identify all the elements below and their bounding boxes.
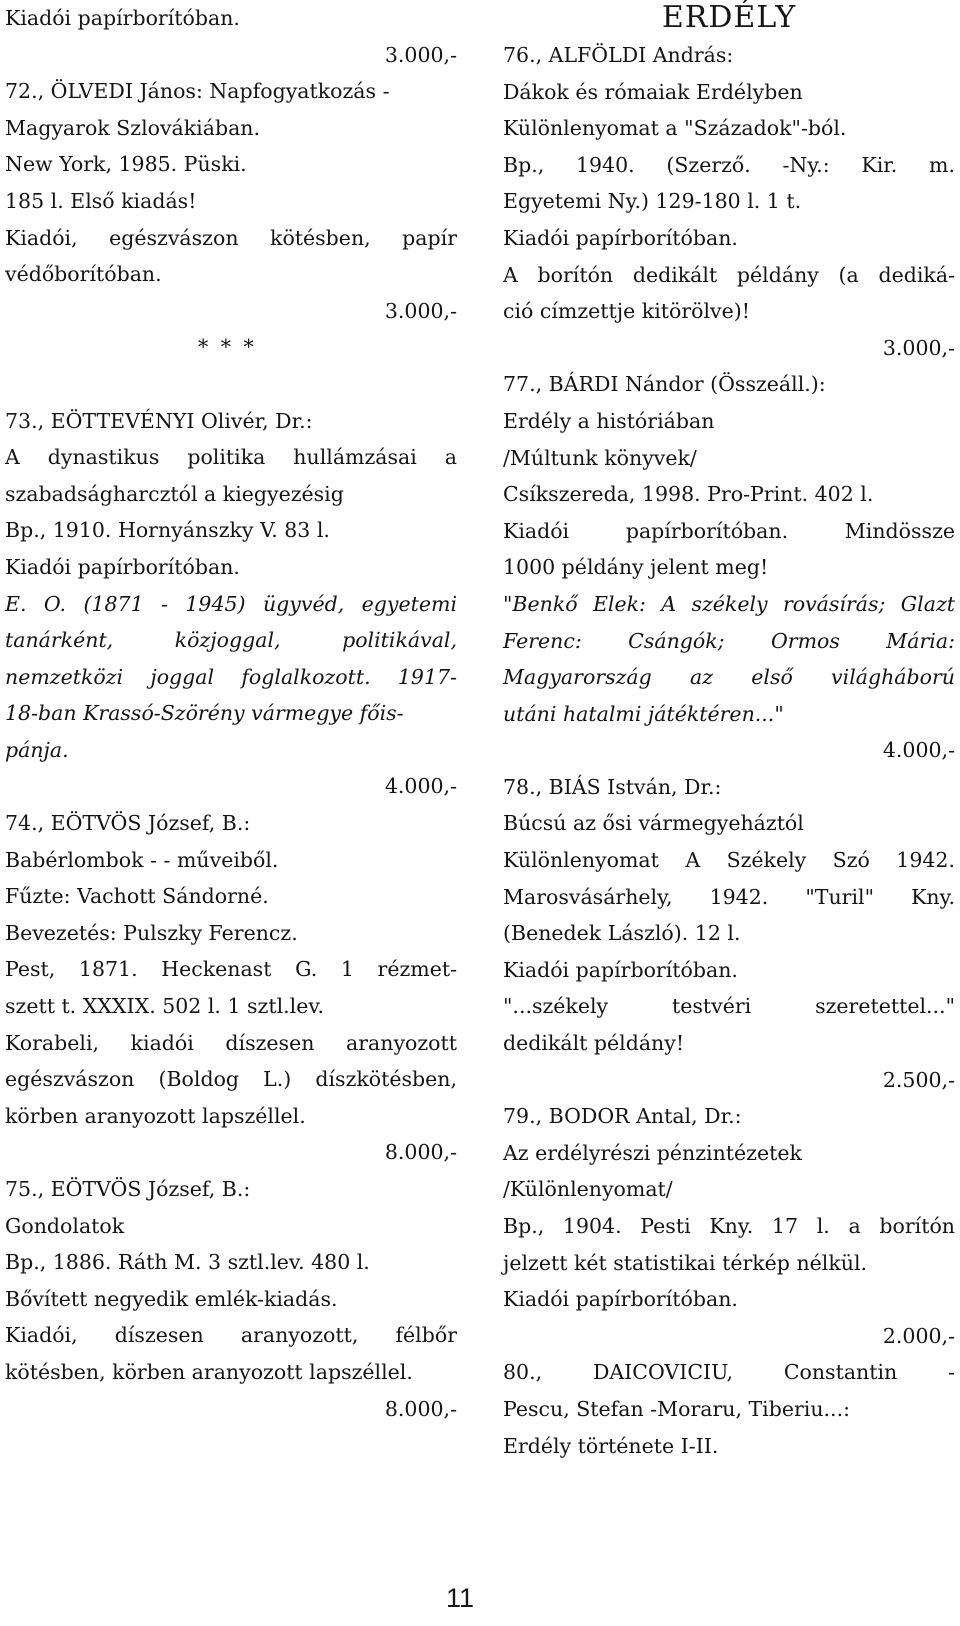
left-column-line: tanárként, közjoggal, politikával, [5, 628, 457, 653]
left-column-line: 72., ÖLVEDI János: Napfogyatkozás - [5, 79, 390, 104]
right-column-line: Marosvásárhely, 1942. "Turil" Kny. [503, 884, 955, 909]
section-separator: * * * [198, 335, 257, 360]
price-line: 3.000,- [882, 335, 955, 360]
left-column-line: Kiadói, díszesen aranyozott, félbőr [5, 1323, 457, 1348]
price-line: 4.000,- [882, 738, 955, 763]
left-column-line: Babérlombok - - műveiből. [5, 847, 279, 872]
price-line: 3.000,- [384, 298, 457, 323]
right-column-line: 79., BODOR Antal, Dr.: [503, 1104, 742, 1129]
right-column-line: "Benkő Elek: A székely rovásírás; Glazt [503, 591, 955, 616]
right-column-line: Erdély a históriában [503, 408, 715, 433]
right-column-line: /Különlenyomat/ [503, 1177, 673, 1202]
right-column-line: 78., BIÁS István, Dr.: [503, 774, 722, 799]
left-column-line: E. O. (1871 - 1945) ügyvéd, egyetemi [5, 591, 457, 616]
price-line: 2.000,- [882, 1323, 955, 1348]
left-column-line: 75., EÖTVÖS József, B.: [5, 1177, 251, 1201]
left-column-line: Gondolatok [5, 1213, 125, 1238]
left-column-line: 73., EÖTTEVÉNYI Olivér, Dr.: [5, 408, 313, 433]
right-column-line: utáni hatalmi játéktéren..." [503, 701, 784, 726]
right-column-line: (Benedek László). 12 l. [503, 921, 741, 946]
section-title-erdely: ERDÉLY [661, 0, 797, 35]
left-column-line: Korabeli, kiadói díszesen aranyozott [5, 1030, 457, 1055]
right-column-line: Pescu, Stefan -Moraru, Tiberiu...: [503, 1396, 850, 1421]
right-column-line: Dákok és rómaiak Erdélyben [503, 79, 803, 104]
left-column-line: Kiadói papírborítóban. [5, 554, 240, 579]
left-column-line: körben aranyozott lapszéllel. [5, 1103, 306, 1128]
left-column-line: Bp., 1910. Hornyánszky V. 83 l. [5, 518, 330, 543]
right-column-line: 1000 példány jelent meg! [503, 555, 769, 580]
left-column-line: védőborítóban. [5, 262, 162, 287]
right-column-line: Bp., 1904. Pesti Kny. 17 l. a borítón [503, 1214, 955, 1238]
price-line: 4.000,- [384, 774, 457, 799]
right-column-line: ció címzettje kitörölve)! [503, 299, 750, 324]
left-column-line: egészvászon (Boldog L.) díszkötésben, [5, 1067, 457, 1092]
left-column-line: Bevezetés: Pulszky Ferencz. [5, 920, 298, 945]
left-column-line [5, 366, 457, 403]
left-column-line: 74., EÖTVÖS József, B.: [5, 811, 251, 836]
right-column-line: Különlenyomat a "Századok"-ból. [503, 116, 847, 141]
right-column-line: "...székely testvéri szeretettel..." [503, 994, 955, 1019]
right-column-lines [503, 37, 955, 1464]
right-column-line: Erdély története I-II. [503, 1433, 719, 1458]
left-column-line: Magyarok Szlovákiában. [5, 115, 261, 140]
right-column-line: Ferenc: Csángók; Ormos Mária: [503, 628, 955, 653]
right-column-line: /Múltunk könyvek/ [503, 445, 697, 470]
left-column-line: Kiadói papírborítóban. [5, 6, 240, 30]
right-column-line: A borítón dedikált példány (a dediká- [503, 262, 955, 287]
right-column-line: Kiadói papírborítóban. [503, 957, 738, 982]
right-column-line: Különlenyomat A Székely Szó 1942. [503, 848, 955, 873]
left-column-line: 18-ban Krassó-Szörény vármegye főis- [5, 701, 404, 726]
right-column-line: Bp., 1940. (Szerző. -Ny.: Kir. m. [503, 152, 955, 177]
page-number: 11 [446, 1583, 475, 1613]
right-column-line: Csíkszereda, 1998. Pro-Print. 402 l. [503, 482, 874, 507]
right-column-line: dedikált példány! [503, 1031, 685, 1056]
left-column-line: nemzetközi joggal foglalkozott. 1917- [5, 664, 457, 689]
price-line: 2.500,- [882, 1067, 955, 1092]
right-column-line: Az erdélyrészi pénzintézetek [503, 1140, 802, 1165]
left-column-line: Fűzte: Vachott Sándorné. [5, 884, 269, 909]
left-column-line: Pest, 1871. Heckenast G. 1 rézmet- [5, 957, 457, 982]
right-column-line: Magyarország az első világháború [503, 665, 955, 690]
right-column-line: Kiadói papírborítóban. [503, 225, 738, 250]
right-column-line: Búcsú az ősi vármegyeháztól [503, 811, 804, 836]
price-line: 3.000,- [384, 42, 457, 67]
right-column-line: 77., BÁRDI Nándor (Összeáll.): [503, 372, 826, 397]
right-column-line: jelzett két statistikai térkép nélkül. [503, 1250, 868, 1275]
right-column-line: Kiadói papírborítóban. [503, 1287, 738, 1312]
right-column-line: 76., ALFÖLDI András: [503, 43, 734, 67]
left-column-line: Bp., 1886. Ráth M. 3 sztl.lev. 480 l. [5, 1250, 370, 1275]
left-column-line: szett t. XXXIX. 502 l. 1 sztl.lev. [5, 994, 325, 1019]
left-column-line: szabadságharcztól a kiegyezésig [5, 481, 344, 506]
left-column [5, 0, 457, 1427]
right-column-line: 80., DAICOVICIU, Constantin - [503, 1360, 955, 1385]
right-column-line: Egyetemi Ny.) 129-180 l. 1 t. [503, 189, 802, 214]
left-column-line: pánja. [5, 737, 69, 762]
price-line: 8.000,- [384, 1396, 457, 1421]
price-line: 8.000,- [384, 1140, 457, 1165]
left-column-line: 185 l. Első kiadás! [5, 188, 197, 213]
right-column [503, 0, 955, 1464]
left-column-line: Kiadói, egészvászon kötésben, papír [5, 225, 457, 250]
left-column-line: A dynastikus politika hullámzásai a [5, 445, 457, 470]
left-column-line: kötésben, körben aranyozott lapszéllel. [5, 1359, 413, 1384]
right-column-line: Kiadói papírborítóban. Mindössze [503, 518, 955, 543]
left-column-line: New York, 1985. Püski. [5, 152, 247, 177]
left-column-line: Bővített negyedik emlék-kiadás. [5, 1286, 338, 1311]
